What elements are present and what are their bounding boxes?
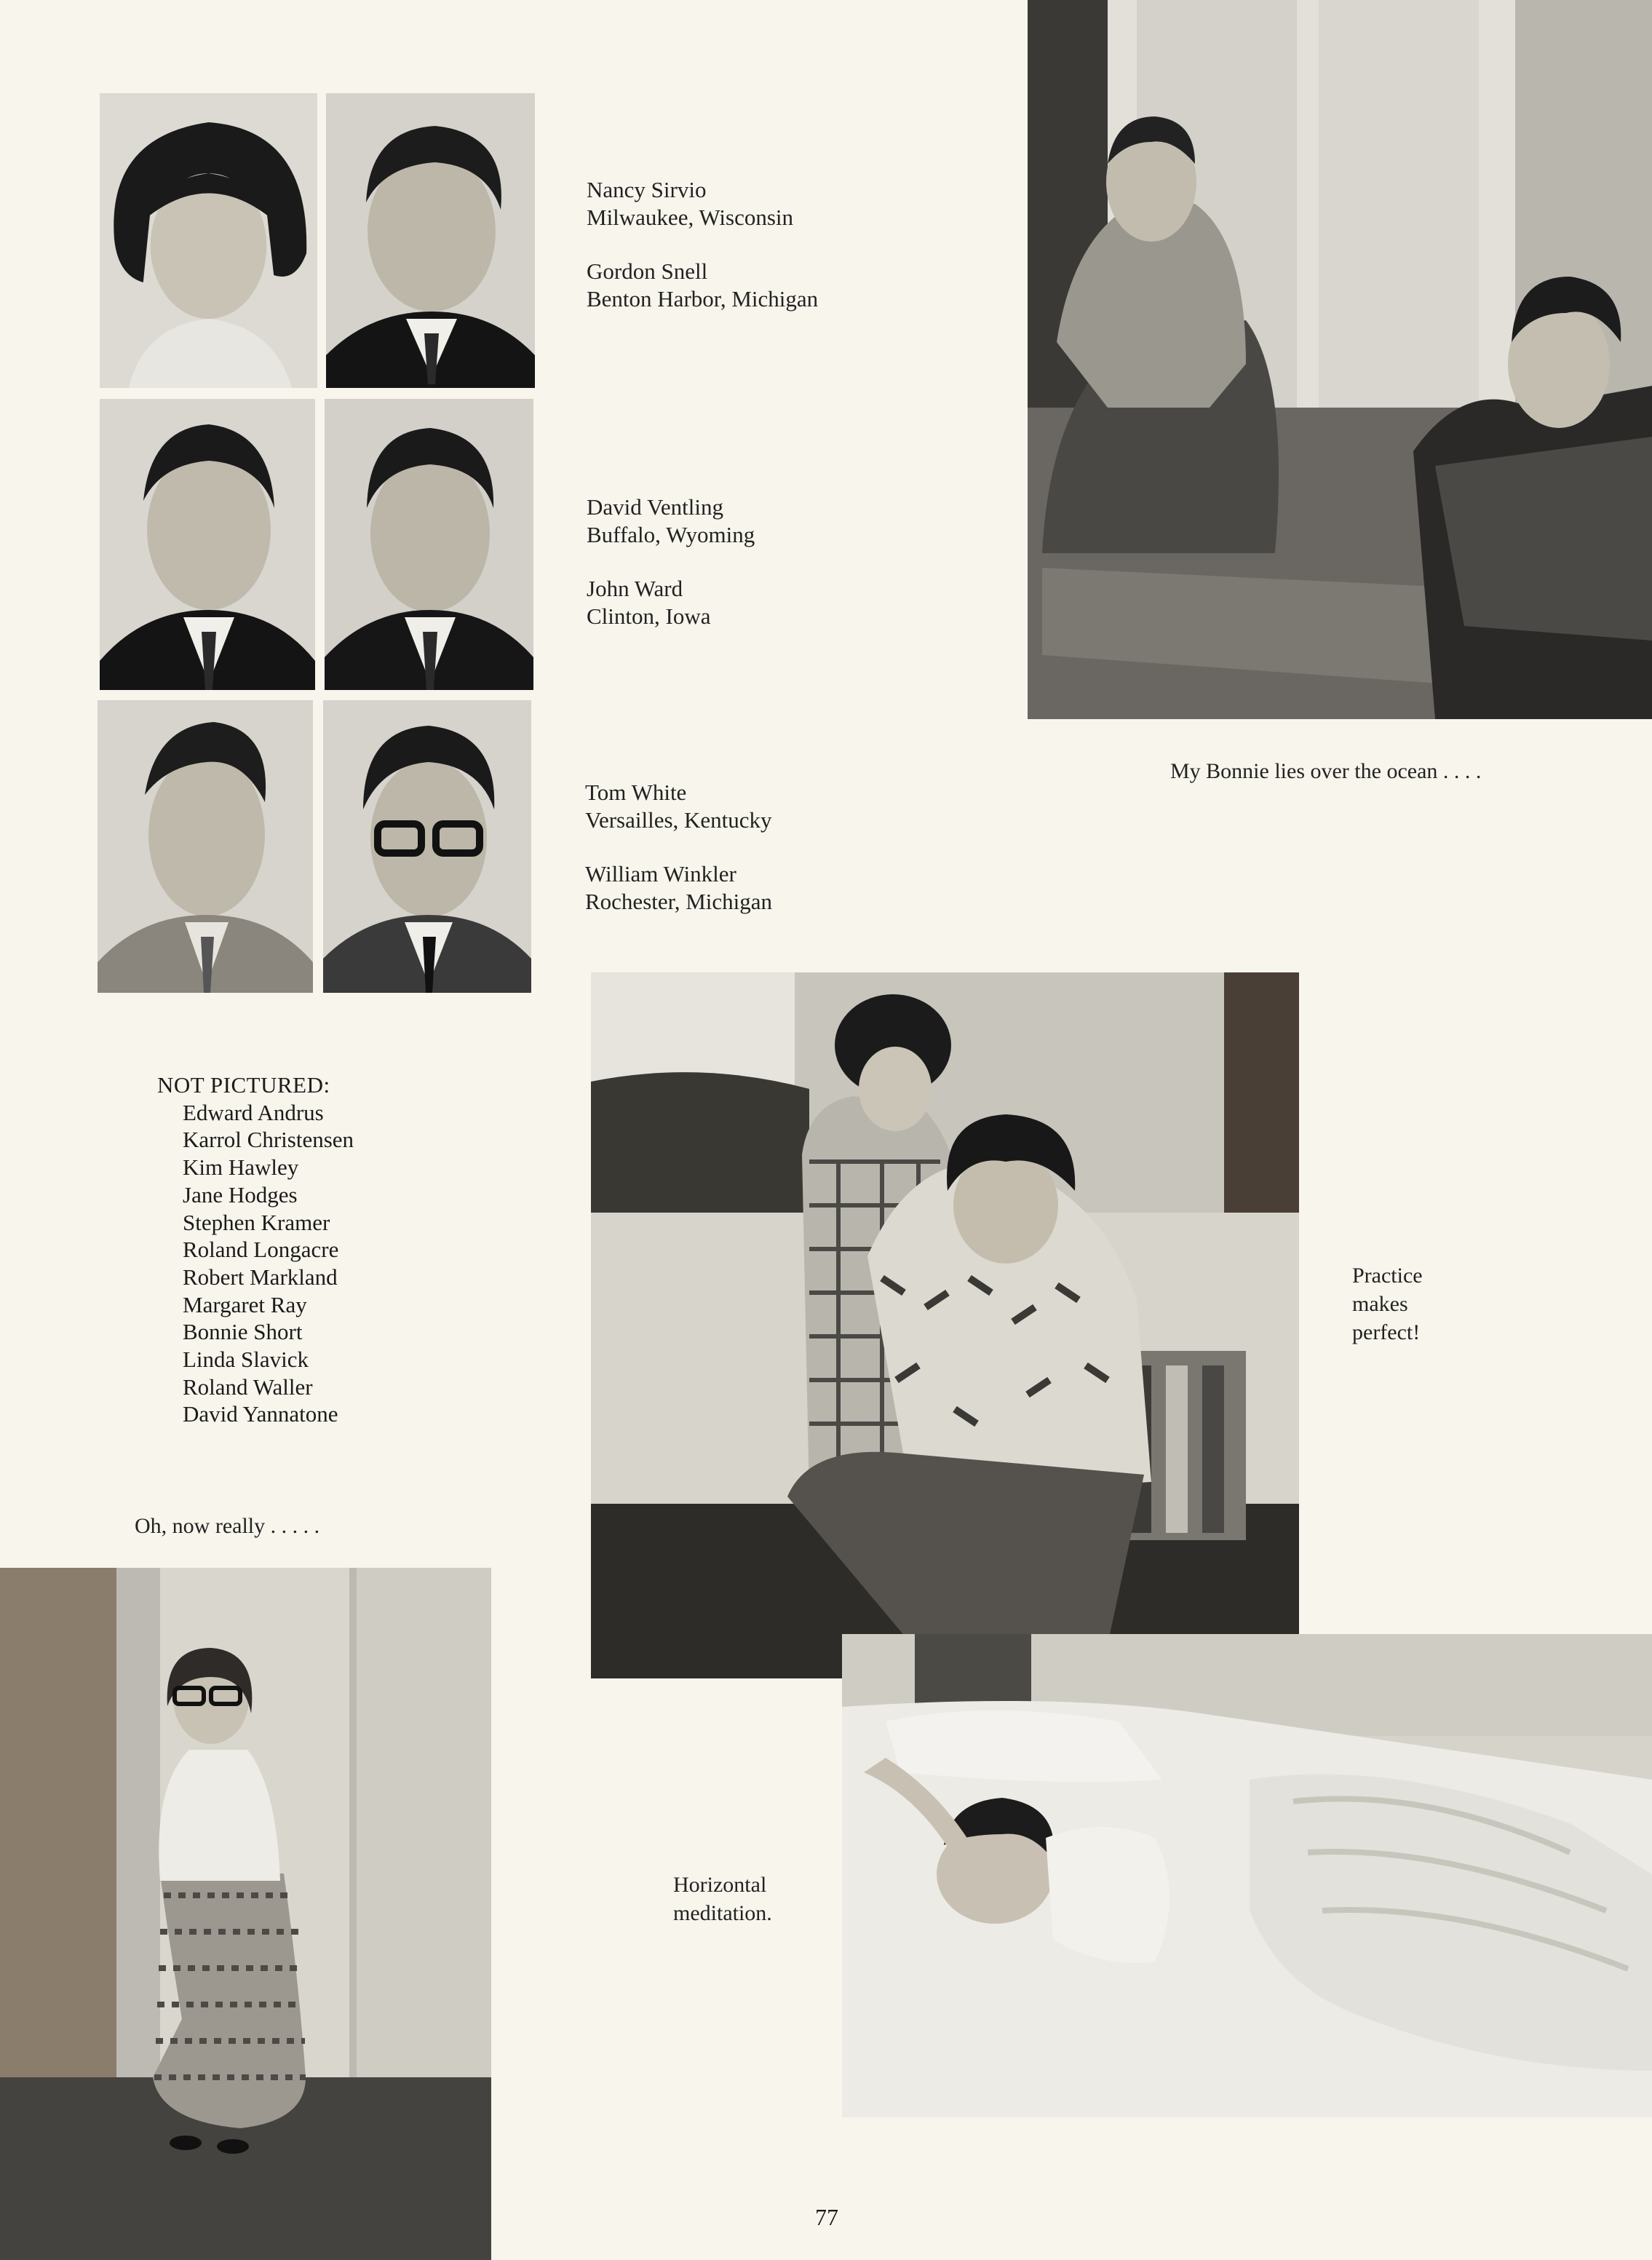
portrait-john-ward — [325, 399, 533, 690]
portrait-david-ventling — [100, 399, 315, 690]
caption-practice — [1352, 1261, 1423, 1347]
portrait-gordon-snell — [326, 93, 535, 388]
caption-line: meditation. — [673, 1901, 772, 1925]
student-hometown: Rochester, Michigan — [585, 889, 773, 914]
caption-line: makes — [1352, 1292, 1408, 1316]
portrait-william-winkler — [323, 700, 531, 993]
caption-line: Practice — [1352, 1264, 1423, 1288]
photo-two-men-sitting — [1028, 0, 1652, 719]
list-item: David Yannatone — [183, 1401, 338, 1427]
caption-horizontal — [673, 1871, 772, 1927]
list-item: Edward Andrus — [183, 1099, 324, 1125]
student-name: Tom White — [585, 780, 687, 805]
student-name: William Winkler — [585, 861, 736, 887]
portrait-nancy-sirvio — [100, 93, 317, 388]
list-item: Bonnie Short — [183, 1319, 303, 1345]
not-pictured-heading: NOT PICTURED: — [157, 1072, 330, 1098]
photo-woman-standing — [0, 1568, 491, 2260]
list-item: Linda Slavick — [183, 1347, 309, 1373]
caption-bonnie: My Bonnie lies over the ocean . . . . — [1170, 759, 1482, 783]
student-hometown: Milwaukee, Wisconsin — [587, 205, 794, 230]
photo-man-sleeping — [842, 1634, 1652, 2117]
list-item: Roland Waller — [183, 1373, 313, 1400]
list-item: Karrol Christensen — [183, 1127, 354, 1153]
student-name: Nancy Sirvio — [587, 177, 707, 202]
names-row-1 — [587, 176, 818, 339]
page-number: 77 — [815, 2204, 838, 2230]
list-item: Stephen Kramer — [183, 1209, 330, 1235]
caption-line: Horizontal — [673, 1873, 767, 1897]
student-name: John Ward — [587, 576, 683, 601]
names-row-3 — [585, 779, 772, 942]
student-hometown: Clinton, Iowa — [587, 603, 711, 629]
list-item: Jane Hodges — [183, 1181, 298, 1208]
photo-hair-styling — [591, 972, 1299, 1678]
student-hometown: Buffalo, Wyoming — [587, 522, 755, 547]
list-item: Margaret Ray — [183, 1291, 307, 1317]
list-item: Kim Hawley — [183, 1154, 299, 1181]
caption-line: perfect! — [1352, 1320, 1421, 1344]
names-row-2 — [587, 493, 755, 657]
student-hometown: Benton Harbor, Michigan — [587, 286, 819, 312]
list-item: Roland Longacre — [183, 1237, 339, 1263]
student-name: Gordon Snell — [587, 258, 708, 284]
list-item: Robert Markland — [183, 1264, 338, 1290]
student-hometown: Versailles, Kentucky — [585, 807, 772, 833]
student-name: David Ventling — [587, 494, 723, 520]
not-pictured-list — [157, 1071, 354, 1428]
portrait-tom-white — [98, 700, 313, 993]
caption-really: Oh, now really . . . . . — [135, 1514, 320, 1538]
